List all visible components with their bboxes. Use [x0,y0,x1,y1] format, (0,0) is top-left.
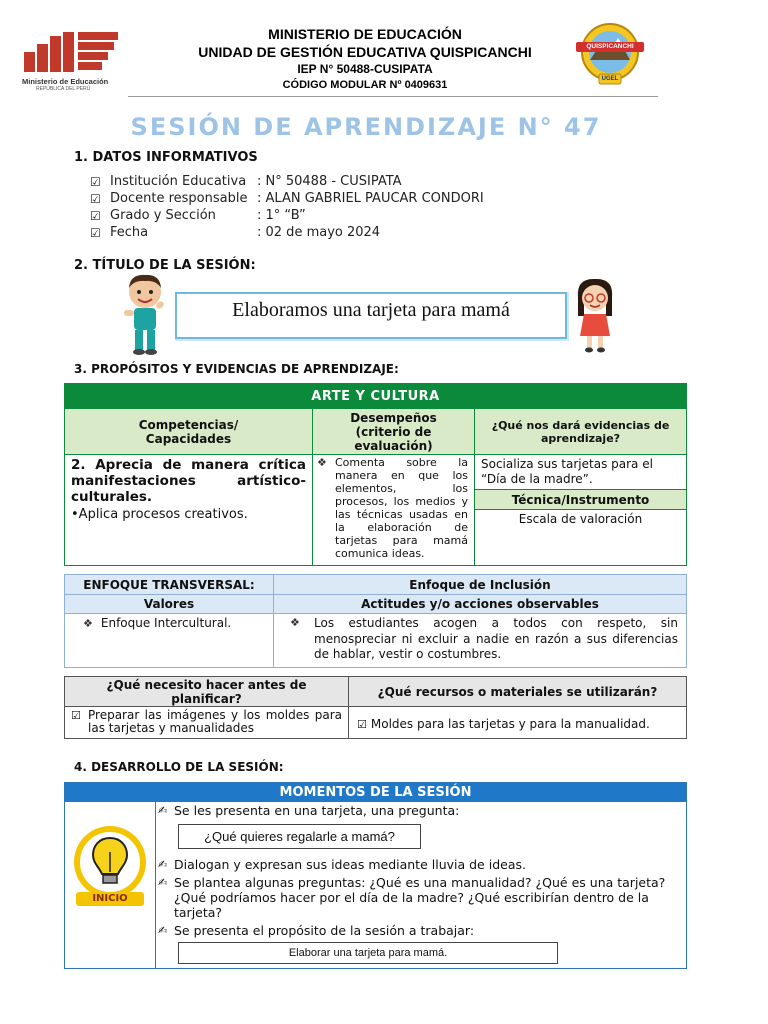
actitud-text: Los estudiantes acogen a todos con respeto, sin menospreciar ni excluir a nadie en razón a sus diferencias de hablar, vestir o costumbres. [314,616,678,661]
actitud-cell [274,614,687,668]
competencies-table [64,383,687,566]
question-card [178,824,421,849]
actitudes-header: Actitudes y/o acciones observables [274,595,687,614]
pen-bullet-icon: ✍ [158,858,168,871]
logo-left-line1: Ministerio de Educación [22,77,109,86]
info-row-institution [90,173,610,190]
logo-right-tag: UGEL [601,76,619,82]
desempeno-item [317,456,468,560]
header-ugel: UNIDAD DE GESTIÓN EDUCATIVA QUISPICANCHI [198,44,532,60]
valor-text: Enfoque Intercultural. [100,616,232,630]
diamond-bullet-icon: ❖ [317,456,327,469]
page-title: SESIÓN DE APRENDIZAJE N° 47 [130,113,602,141]
info-value: : 1° “B” [257,208,306,223]
logo-right-banner: QUISPICANCHI [586,43,634,50]
valores-header: Valores [65,595,274,614]
section1-heading: 1. DATOS INFORMATIVOS [74,150,258,165]
header-code: CÓDIGO MODULAR Nº 0409631 [282,79,448,91]
planning-a1-item [71,709,342,735]
list-item [158,803,678,818]
list-item [158,923,678,938]
inicio-content [156,802,687,969]
planning-a1-cell [65,707,349,739]
actitud-item [290,616,678,663]
item-text: Se plantea algunas preguntas: ¿Qué es una manualidad? ¿Qué es una tarjeta? ¿Qué podríamos hacer por el día de la madre? ¿Qué escribirían dentro de la tarjeta? [174,875,666,920]
capacidad-text: Aplica procesos creativos. [78,507,248,522]
planning-a1: Preparar las imágenes y los moldes para las tarjetas y manualidades [88,708,342,735]
inicio-cell [65,802,156,969]
enfoque-label: ENFOQUE TRANSVERSAL: [65,575,274,595]
diamond-bullet-icon: ❖ [83,617,93,630]
col-competencias: Competencias/ Capacidades [65,409,313,455]
purpose-card-text: Elaborar una tarjeta para mamá. [288,947,448,959]
inicio-label: INICIO [92,893,128,904]
pen-bullet-icon: ✍ [158,876,168,889]
girl-illustration-icon [572,276,618,354]
planning-q2: ¿Qué recursos o materiales se utilizarán? [349,677,687,707]
info-value: : 02 de mayo 2024 [257,225,381,240]
planning-a2: Moldes para las tarjetas y para la manualidad. [370,717,650,731]
planning-q1: ¿Qué necesito hacer antes de planificar? [65,677,349,707]
desempeno-text: Comenta sobre la manera en que los elementos, los procesos, los medios y las técnicas usadas en la elaboración de tarjetas para mamá comunica ideas. [335,456,468,560]
competencia-cell [65,455,313,566]
col-desempenos: Desempeños (criterio de evaluación) [313,409,475,455]
enfoque-table [64,574,687,668]
tecnica-value: Escala de valoración [475,510,687,566]
info-row-teacher [90,190,610,207]
info-value: : ALAN GABRIEL PAUCAR CONDORI [257,191,484,206]
session-title: Elaboramos una tarjeta para mamá [232,299,510,321]
checkbox-icon: ☑ [90,174,101,189]
checkbox-icon: ☑ [90,191,101,206]
tecnica-header: Técnica/Instrumento [475,490,687,510]
col-evidencias: ¿Qué nos dará evidencias de aprendizaje? [475,409,687,455]
diamond-bullet-icon: ❖ [290,616,300,629]
boy-illustration-icon [120,272,170,356]
section2-heading: 2. TÍTULO DE LA SESIÓN: [74,258,256,273]
checkbox-icon: ☑ [90,225,101,240]
session-title-box [175,292,567,339]
minedu-logo-icon [22,30,120,72]
inicio-badge [70,824,150,910]
pen-bullet-icon: ✍ [158,804,168,817]
list-item [158,875,678,920]
info-row-date [90,224,610,241]
minedu-logo [22,30,120,92]
competencia-text: 2. Aprecia de manera crítica manifestaciones artístico-culturales. [71,457,306,505]
question-card-text: ¿Qué quieres regalarle a mamá? [204,829,395,844]
header-school: IEP N° 50488-CUSIPATA [297,62,433,76]
purpose-card [178,942,558,964]
item-text: Dialogan y expresan sus ideas mediante lluvia de ideas. [174,857,526,872]
desempeno-cell [313,455,475,566]
pen-bullet-icon: ✍ [158,924,168,937]
moments-header: MOMENTOS DE LA SESIÓN [65,783,687,802]
enfoque-name: Enfoque de Inclusión [274,575,687,595]
info-value: : N° 50488 - CUSIPATA [257,174,402,189]
valor-cell [65,614,274,668]
info-label: Grado y Sección [110,208,216,223]
list-item [158,857,678,872]
info-label: Docente responsable [110,191,248,206]
info-label: Fecha [110,225,149,240]
planning-table [64,676,687,739]
ugel-logo [572,22,648,86]
section3-heading: 3. PROPÓSITOS Y EVIDENCIAS DE APRENDIZAJE: [74,362,399,376]
planning-a2-cell [349,707,687,739]
checkbox-icon: ☑ [90,208,101,223]
development-table [64,782,687,969]
evidencia-cell: Socializa sus tarjetas para el “Día de la madre”. [475,455,687,490]
info-row-grade [90,207,610,224]
item-text: Se presenta el propósito de la sesión a trabajar: [174,923,475,938]
checkbox-icon: ☑ [357,718,367,731]
area-header: ARTE Y CULTURA [65,384,687,409]
item-text: Se les presenta en una tarjeta, una pregunta: [174,803,460,818]
info-list [90,173,610,241]
info-label: Institución Educativa [110,174,247,189]
section4-heading: 4. DESARROLLO DE LA SESIÓN: [74,760,284,774]
checkbox-icon: ☑ [71,709,81,722]
header-divider [128,96,658,97]
capacidad-item [71,507,306,522]
header-ministry: MINISTERIO DE EDUCACIÓN [268,26,462,42]
logo-left-line2: REPÚBLICA DEL PERÚ [36,86,91,92]
bullet-icon: • [71,507,79,522]
